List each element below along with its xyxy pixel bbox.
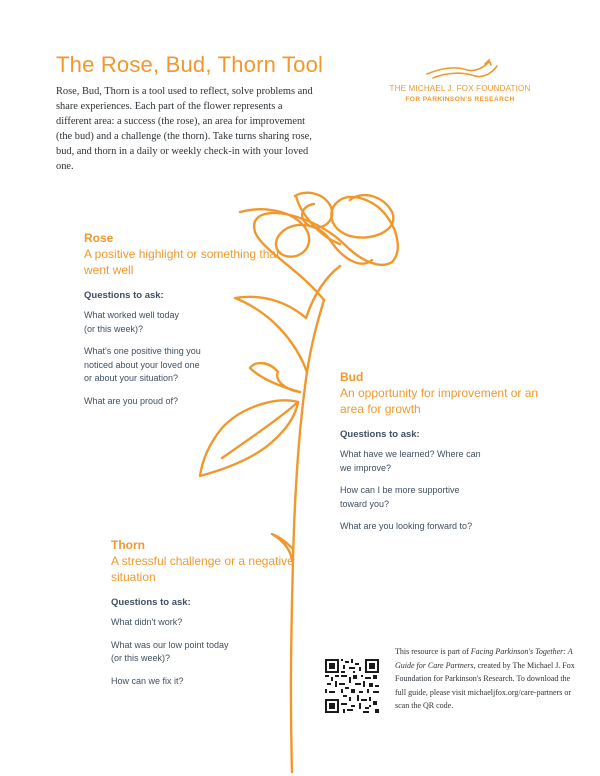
resource-text-after: , created by The Michael J. Fox Foundation for Parkinson's Research. To download the full guide, please visit michaeljfox.org/care-partners or scan the QR code. [395,660,575,710]
rose-question: What worked well today (or this week)? [84,310,180,334]
resource-book-title: Facing Parkinson's Together: A Guide for Care Partners [395,647,573,670]
thorn-description: A stressful challenge or a negative situation [111,554,294,584]
thorn-question: What was our low point today (or this week)? [111,639,229,663]
resource-note [395,645,575,713]
logo-text-line2: FOR PARKINSON'S RESEARCH [405,96,515,103]
fox-logo-icon [423,58,503,82]
resource-text-before: This resource is part of [395,647,471,656]
rose-description: A positive highlight or something that went well [84,247,280,277]
thorn-questions-heading: Questions to ask: [111,597,191,608]
rose-title: Rose [84,231,114,245]
rose-question: What's one positive thing you noticed about your loved one or about your situation? [84,346,201,383]
intro-paragraph: Rose, Bud, Thorn is a tool used to reflect, solve problems and share experiences. Each part of the flower represents a different area: a success (the rose), an area for improvement (the bud) and a challenge (the thorn). Take turns sharing rose, bud, and thorn in a daily or weekly check-in with your loved one. [56,86,313,172]
bud-question: What have we learned? Where can we improve? [340,449,481,473]
rose-section [84,231,284,417]
thorn-question: What didn't work? [111,617,183,627]
foundation-logo [385,58,545,108]
rose-question: What are you proud of? [84,395,179,406]
bud-question: How can I be more supportive toward you? [340,485,460,509]
bud-questions-heading: Questions to ask: [340,429,420,440]
logo-text-line1: THE MICHAEL J. FOX FOUNDATION [389,84,531,93]
bud-question: What are you looking forward to? [340,521,473,531]
bud-section [340,370,540,543]
page-title: The Rose, Bud, Thorn Tool [56,52,324,77]
thorn-question: How can we fix it? [111,675,184,686]
bud-title: Bud [340,370,364,384]
rose-questions-heading: Questions to ask: [84,290,164,301]
qr-code-icon[interactable] [325,659,379,713]
bud-description: An opportunity for improvement or an area for growth [340,386,539,416]
thorn-title: Thorn [111,538,145,552]
thorn-section [111,538,311,697]
